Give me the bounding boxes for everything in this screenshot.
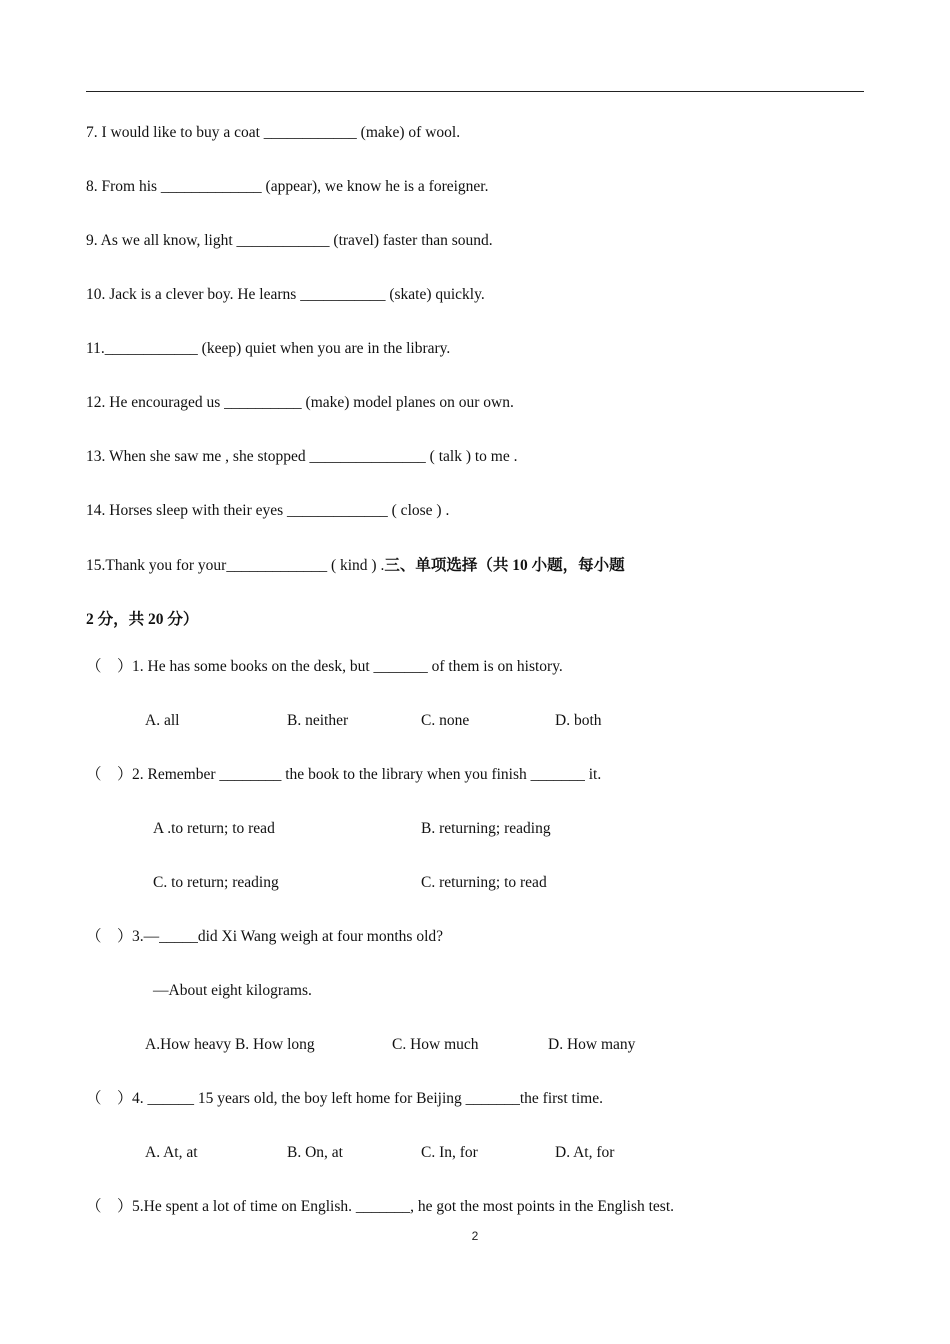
answer-paren: （ ） xyxy=(86,658,133,675)
q1-option-b: B. neither xyxy=(287,712,349,729)
mc-question-2 xyxy=(86,765,601,785)
mc-question-2-stem: 2. Remember ________ the book to the library when you finish _______ it. xyxy=(132,766,602,783)
q3-option-d: D. How many xyxy=(548,1036,636,1053)
q2-option-c: C. to return; reading xyxy=(153,874,279,891)
q1-option-a: A. all xyxy=(145,712,180,729)
answer-paren: （ ） xyxy=(86,1198,133,1215)
q2-option-d: C. returning; to read xyxy=(421,874,547,891)
q3-option-c: C. How much xyxy=(392,1036,479,1053)
q1-option-c: C. none xyxy=(421,712,470,729)
question-13: 13. When she saw me , she stopped _______________ ( talk ) to me . xyxy=(86,448,518,465)
question-12: 12. He encouraged us __________ (make) model planes on our own. xyxy=(86,394,514,411)
question-7: 7. I would like to buy a coat ____________ (make) of wool. xyxy=(86,124,461,141)
question-9: 9. As we all know, light ____________ (travel) faster than sound. xyxy=(86,232,493,249)
question-11: 11.____________ (keep) quiet when you are in the library. xyxy=(86,340,451,357)
q3-answer-line: —About eight kilograms. xyxy=(153,982,312,999)
q4-option-b: B. On, at xyxy=(287,1144,343,1161)
section-heading: 三、单项选择（共 10 小题，每小题 xyxy=(384,557,625,574)
question-10: 10. Jack is a clever boy. He learns ___________ (skate) quickly. xyxy=(86,286,485,303)
q2-option-a: A .to return; to read xyxy=(153,820,275,837)
question-15-text: 15.Thank you for your_____________ ( kind ) . xyxy=(86,557,385,574)
q1-option-d: D. both xyxy=(555,712,602,729)
q3-option-ab: A.How heavy B. How long xyxy=(145,1036,315,1053)
mc-question-1-stem: 1. He has some books on the desk, but _______ of them is on history. xyxy=(132,658,563,675)
answer-paren: （ ） xyxy=(86,1090,133,1107)
mc-question-5 xyxy=(86,1197,674,1217)
mc-question-5-stem: 5.He spent a lot of time on English. _______, he got the most points in the English test. xyxy=(132,1198,675,1215)
mc-question-4-stem: 4. ______ 15 years old, the boy left home for Beijing _______the first time. xyxy=(132,1090,603,1107)
answer-paren: （ ） xyxy=(86,766,133,783)
q4-option-d: D. At, for xyxy=(555,1144,615,1161)
q4-option-c: C. In, for xyxy=(421,1144,478,1161)
question-8: 8. From his _____________ (appear), we know he is a foreigner. xyxy=(86,178,489,195)
header-rule xyxy=(86,91,864,92)
mc-question-1 xyxy=(86,657,563,677)
q4-option-a: A. At, at xyxy=(145,1144,198,1161)
question-14: 14. Horses sleep with their eyes _____________ ( close ) . xyxy=(86,502,450,519)
mc-question-3-stem: 3.—_____did Xi Wang weigh at four months old? xyxy=(132,928,444,945)
section-heading-continued: 2 分，共 20 分） xyxy=(86,611,199,628)
question-15 xyxy=(86,556,625,576)
answer-paren: （ ） xyxy=(86,928,133,945)
mc-question-3 xyxy=(86,927,443,947)
q2-option-b: B. returning; reading xyxy=(421,820,551,837)
mc-question-4 xyxy=(86,1089,603,1109)
page-number: 2 xyxy=(471,1229,479,1243)
